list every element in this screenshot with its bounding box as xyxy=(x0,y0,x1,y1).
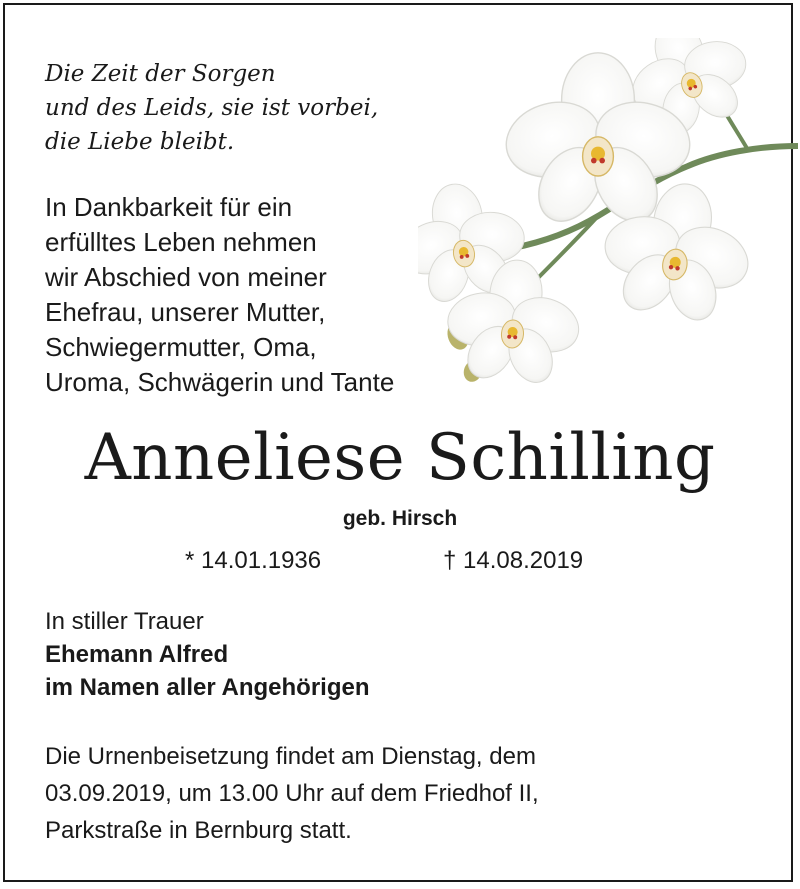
intro-line: Uroma, Schwägerin und Tante xyxy=(45,367,395,397)
burial-line: Die Urnenbeisetzung findet am Dienstag, dem xyxy=(45,743,536,770)
verse-line: Die Zeit der Sorgen xyxy=(45,61,276,87)
burial-notice xyxy=(45,738,539,849)
orchid-image xyxy=(418,38,798,388)
verse xyxy=(45,57,378,159)
birth-date: * 14.01.1936 xyxy=(185,547,322,574)
mourner-family: im Namen aller Angehörigen xyxy=(45,674,370,701)
intro-line: erfülltes Leben nehmen xyxy=(45,227,317,257)
mourners-block xyxy=(45,605,370,704)
verse-line: und des Leids, sie ist vorbei, xyxy=(45,95,379,121)
deceased-name: Anneliese Schilling xyxy=(84,421,716,495)
mourning-intro: In stiller Trauer xyxy=(45,608,204,635)
intro-line: Schwiegermutter, Oma, xyxy=(45,332,317,362)
mourner-husband: Ehemann Alfred xyxy=(45,641,229,668)
intro-line: In Dankbarkeit für ein xyxy=(45,192,293,222)
death-date: † 14.08.2019 xyxy=(443,547,584,574)
intro-line: Ehefrau, unserer Mutter, xyxy=(45,297,326,327)
burial-line: Parkstraße in Bernburg statt. xyxy=(45,817,352,844)
intro-text xyxy=(45,190,394,400)
verse-line: die Liebe bleibt. xyxy=(45,129,235,155)
intro-line: wir Abschied von meiner xyxy=(45,262,327,292)
maiden-name: geb. Hirsch xyxy=(342,507,458,530)
burial-line: 03.09.2019, um 13.00 Uhr auf dem Friedhof II, xyxy=(45,780,539,807)
